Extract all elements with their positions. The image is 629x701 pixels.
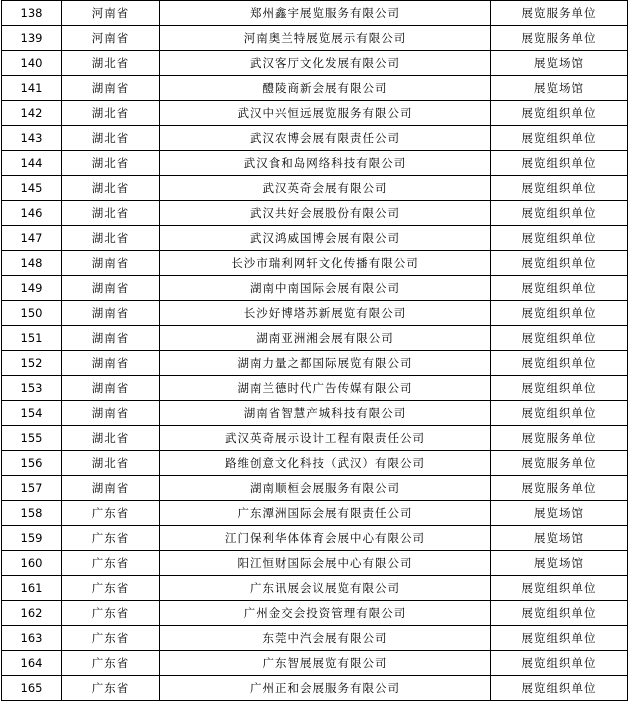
- unit-type-cell: 展览服务单位: [491, 26, 628, 51]
- table-row: [2, 476, 628, 501]
- province-cell: 湖北省: [62, 101, 160, 126]
- province-cell: 广东省: [62, 651, 160, 676]
- company-list-table: [1, 0, 628, 701]
- unit-type-cell: 展览组织单位: [491, 651, 628, 676]
- row-number-cell: 159: [2, 526, 62, 551]
- row-number-cell: 160: [2, 551, 62, 576]
- company-name-cell: 路维创意文化科技（武汉）有限公司: [160, 451, 491, 476]
- province-cell: 广东省: [62, 601, 160, 626]
- unit-type-cell: 展览组织单位: [491, 601, 628, 626]
- company-name-cell: 郑州鑫宇展览服务有限公司: [160, 1, 491, 26]
- company-name-cell: 武汉客厅文化发展有限公司: [160, 51, 491, 76]
- row-number-cell: 146: [2, 201, 62, 226]
- row-number-cell: 148: [2, 251, 62, 276]
- row-number-cell: 145: [2, 176, 62, 201]
- company-name-cell: 广州金交会投资管理有限公司: [160, 601, 491, 626]
- unit-type-cell: 展览组织单位: [491, 401, 628, 426]
- company-name-cell: 湖南力量之都国际展览有限公司: [160, 351, 491, 376]
- province-cell: 湖南省: [62, 476, 160, 501]
- table-row: [2, 1, 628, 26]
- row-number-cell: 149: [2, 276, 62, 301]
- row-number-cell: 158: [2, 501, 62, 526]
- unit-type-cell: 展览组织单位: [491, 151, 628, 176]
- row-number-cell: 164: [2, 651, 62, 676]
- company-name-cell: 武汉鸿威国博会展有限公司: [160, 226, 491, 251]
- table-row: [2, 226, 628, 251]
- province-cell: 湖北省: [62, 51, 160, 76]
- row-number-cell: 157: [2, 476, 62, 501]
- row-number-cell: 141: [2, 76, 62, 101]
- company-name-cell: 湖南兰德时代广告传媒有限公司: [160, 376, 491, 401]
- table-row: [2, 451, 628, 476]
- unit-type-cell: 展览组织单位: [491, 351, 628, 376]
- table-row: [2, 601, 628, 626]
- company-name-cell: 阳江恒财国际会展中心有限公司: [160, 551, 491, 576]
- company-name-cell: 武汉食和岛网络科技有限公司: [160, 151, 491, 176]
- unit-type-cell: 展览组织单位: [491, 576, 628, 601]
- company-name-cell: 湖南省智慧产城科技有限公司: [160, 401, 491, 426]
- row-number-cell: 153: [2, 376, 62, 401]
- province-cell: 湖北省: [62, 151, 160, 176]
- company-name-cell: 江门保利华体体育会展中心有限公司: [160, 526, 491, 551]
- company-name-cell: 湖南中南国际会展有限公司: [160, 276, 491, 301]
- company-name-cell: 湖南亚洲湘会展有限公司: [160, 326, 491, 351]
- table-row: [2, 26, 628, 51]
- unit-type-cell: 展览组织单位: [491, 201, 628, 226]
- row-number-cell: 144: [2, 151, 62, 176]
- unit-type-cell: 展览场馆: [491, 76, 628, 101]
- row-number-cell: 151: [2, 326, 62, 351]
- unit-type-cell: 展览场馆: [491, 526, 628, 551]
- province-cell: 广东省: [62, 626, 160, 651]
- row-number-cell: 142: [2, 101, 62, 126]
- unit-type-cell: 展览场馆: [491, 51, 628, 76]
- table-row: [2, 676, 628, 701]
- company-name-cell: 东莞中汽会展有限公司: [160, 626, 491, 651]
- province-cell: 广东省: [62, 576, 160, 601]
- table-row: [2, 351, 628, 376]
- table-row: [2, 551, 628, 576]
- table-row: [2, 326, 628, 351]
- table-row: [2, 651, 628, 676]
- table-row: [2, 501, 628, 526]
- unit-type-cell: 展览场馆: [491, 551, 628, 576]
- table-row: [2, 176, 628, 201]
- row-number-cell: 139: [2, 26, 62, 51]
- unit-type-cell: 展览组织单位: [491, 376, 628, 401]
- row-number-cell: 138: [2, 1, 62, 26]
- table-row: [2, 51, 628, 76]
- province-cell: 广东省: [62, 526, 160, 551]
- company-name-cell: 广州正和会展服务有限公司: [160, 676, 491, 701]
- row-number-cell: 156: [2, 451, 62, 476]
- unit-type-cell: 展览场馆: [491, 501, 628, 526]
- province-cell: 湖南省: [62, 401, 160, 426]
- table-row: [2, 626, 628, 651]
- company-name-cell: 长沙市瑞利网轩文化传播有限公司: [160, 251, 491, 276]
- province-cell: 湖南省: [62, 326, 160, 351]
- province-cell: 湖南省: [62, 376, 160, 401]
- row-number-cell: 163: [2, 626, 62, 651]
- table-row: [2, 301, 628, 326]
- province-cell: 湖北省: [62, 451, 160, 476]
- table-row: [2, 251, 628, 276]
- table-row: [2, 151, 628, 176]
- province-cell: 广东省: [62, 676, 160, 701]
- row-number-cell: 152: [2, 351, 62, 376]
- province-cell: 广东省: [62, 501, 160, 526]
- province-cell: 湖北省: [62, 176, 160, 201]
- province-cell: 湖南省: [62, 351, 160, 376]
- province-cell: 湖北省: [62, 426, 160, 451]
- row-number-cell: 161: [2, 576, 62, 601]
- company-name-cell: 长沙好博塔苏新展览有限公司: [160, 301, 491, 326]
- unit-type-cell: 展览服务单位: [491, 1, 628, 26]
- unit-type-cell: 展览组织单位: [491, 226, 628, 251]
- table-row: [2, 276, 628, 301]
- table-body: [2, 1, 628, 701]
- row-number-cell: 147: [2, 226, 62, 251]
- province-cell: 湖南省: [62, 251, 160, 276]
- province-cell: 湖南省: [62, 276, 160, 301]
- row-number-cell: 165: [2, 676, 62, 701]
- unit-type-cell: 展览组织单位: [491, 626, 628, 651]
- company-name-cell: 醴陵商新会展有限公司: [160, 76, 491, 101]
- company-name-cell: 广东智展展览有限公司: [160, 651, 491, 676]
- province-cell: 河南省: [62, 1, 160, 26]
- unit-type-cell: 展览组织单位: [491, 101, 628, 126]
- table-row: [2, 376, 628, 401]
- table-row: [2, 101, 628, 126]
- company-name-cell: 湖南顺桓会展服务有限公司: [160, 476, 491, 501]
- table-row: [2, 526, 628, 551]
- province-cell: 广东省: [62, 551, 160, 576]
- row-number-cell: 150: [2, 301, 62, 326]
- unit-type-cell: 展览服务单位: [491, 451, 628, 476]
- province-cell: 湖南省: [62, 76, 160, 101]
- company-name-cell: 武汉中兴恒远展览服务有限公司: [160, 101, 491, 126]
- row-number-cell: 155: [2, 426, 62, 451]
- province-cell: 湖南省: [62, 301, 160, 326]
- province-cell: 湖北省: [62, 201, 160, 226]
- company-name-cell: 武汉英奇展示设计工程有限责任公司: [160, 426, 491, 451]
- table-row: [2, 76, 628, 101]
- province-cell: 河南省: [62, 26, 160, 51]
- unit-type-cell: 展览组织单位: [491, 276, 628, 301]
- unit-type-cell: 展览组织单位: [491, 301, 628, 326]
- row-number-cell: 154: [2, 401, 62, 426]
- company-name-cell: 广东讯展会议展览有限公司: [160, 576, 491, 601]
- unit-type-cell: 展览组织单位: [491, 326, 628, 351]
- unit-type-cell: 展览组织单位: [491, 126, 628, 151]
- table-row: [2, 126, 628, 151]
- unit-type-cell: 展览组织单位: [491, 251, 628, 276]
- company-name-cell: 武汉农博会展有限责任公司: [160, 126, 491, 151]
- row-number-cell: 143: [2, 126, 62, 151]
- table-row: [2, 401, 628, 426]
- province-cell: 湖北省: [62, 126, 160, 151]
- unit-type-cell: 展览组织单位: [491, 676, 628, 701]
- province-cell: 湖北省: [62, 226, 160, 251]
- table-row: [2, 426, 628, 451]
- company-name-cell: 河南奥兰特展览展示有限公司: [160, 26, 491, 51]
- table-row: [2, 201, 628, 226]
- row-number-cell: 140: [2, 51, 62, 76]
- company-name-cell: 广东潭洲国际会展有限责任公司: [160, 501, 491, 526]
- row-number-cell: 162: [2, 601, 62, 626]
- unit-type-cell: 展览服务单位: [491, 426, 628, 451]
- unit-type-cell: 展览服务单位: [491, 476, 628, 501]
- company-name-cell: 武汉共好会展股份有限公司: [160, 201, 491, 226]
- table-row: [2, 576, 628, 601]
- company-name-cell: 武汉英奇会展有限公司: [160, 176, 491, 201]
- unit-type-cell: 展览组织单位: [491, 176, 628, 201]
